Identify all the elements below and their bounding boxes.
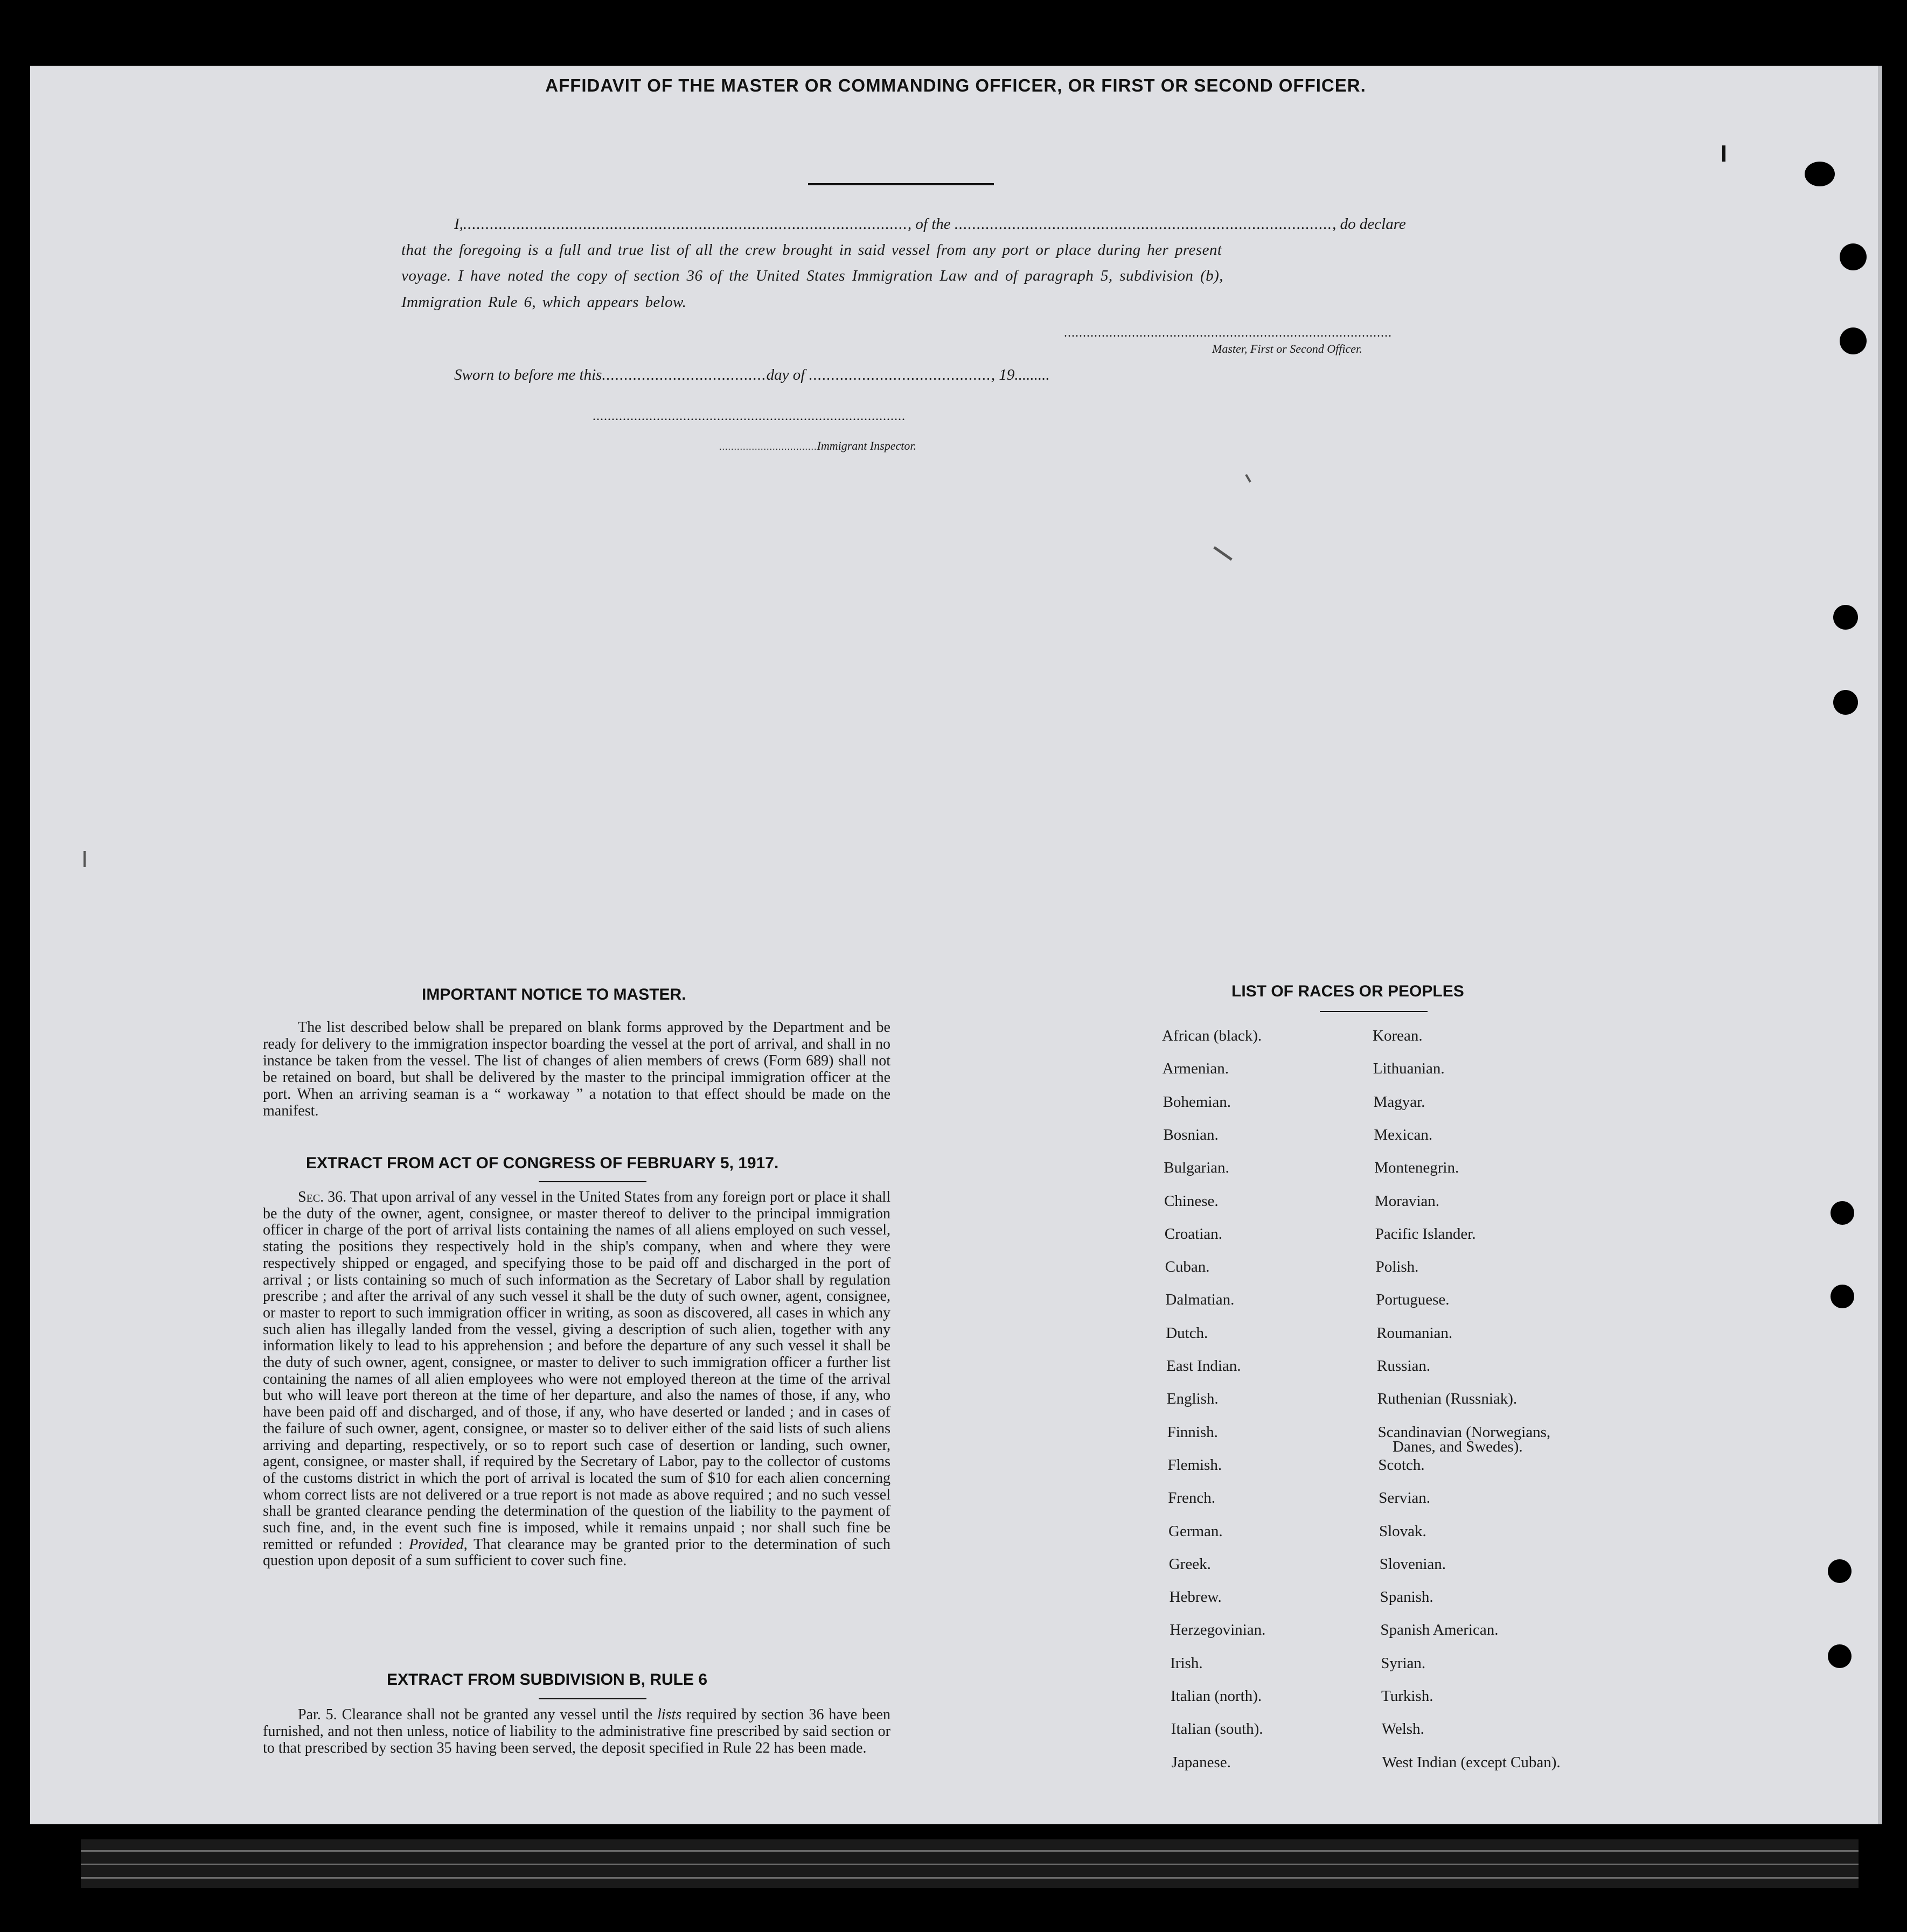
notice-text: The list described below shall be prepared on blank forms approved by the Department and be ready for delivery to the immigration inspector boarding the vessel at the port of arrival, and shall in no instance be taken from the vessel. The list of changes of alien members of crews (Form 689) shall not be retained on board, but shall be delivered by the master to the principal immigration officer at the port. When an arriving seaman is a “ workaway ” a notation to that effect should be made on the manifest.: [263, 1019, 890, 1119]
inspector-label-line: .................................Immigrant Inspector.: [719, 439, 917, 452]
race-item: English.: [1166, 1390, 1219, 1408]
race-item: Portuguese.: [1376, 1291, 1450, 1309]
ink-mark: [1722, 145, 1725, 162]
inspector-signature-line[interactable]: ...................................................................................: [593, 409, 906, 423]
race-item-continuation: Danes, and Swedes).: [1393, 1438, 1523, 1455]
race-item: Scandinavian (Norwegians,: [1377, 1423, 1551, 1441]
race-item: Mexican.: [1374, 1126, 1433, 1143]
race-item: West Indian (except Cuban).: [1382, 1753, 1561, 1771]
race-item: Bosnian.: [1163, 1126, 1219, 1143]
race-item: Moravian.: [1375, 1192, 1439, 1210]
race-item: African (black).: [1162, 1027, 1262, 1044]
race-item: Irish.: [1170, 1654, 1203, 1672]
race-item: Bohemian.: [1163, 1093, 1231, 1111]
affidavit-heading: AFFIDAVIT OF THE MASTER OR COMMANDING OFFICER, OR FIRST OR SECOND OFFICER.: [545, 75, 1366, 95]
punch-hole: [1840, 327, 1867, 354]
sheet-edge: [1878, 66, 1882, 1824]
race-item: Spanish.: [1380, 1588, 1433, 1606]
race-item: Armenian.: [1162, 1060, 1229, 1078]
affidavit-line-3: voyage. I have noted the copy of section 36 of the United States Immigration Law and of paragraph 5, subdivision (b),: [401, 267, 1223, 284]
signature-line[interactable]: .......................................................................................: [1064, 326, 1392, 340]
race-item: Korean.: [1373, 1027, 1423, 1044]
race-item: Flemish.: [1167, 1456, 1222, 1474]
race-item: Servian.: [1379, 1489, 1431, 1507]
act-heading-rule: [539, 1181, 646, 1182]
race-item: Magyar.: [1373, 1093, 1425, 1111]
punch-hole: [1831, 1201, 1854, 1225]
smudge: [83, 851, 86, 867]
film-strip: [81, 1839, 1859, 1888]
race-item: Italian (south).: [1171, 1720, 1263, 1738]
race-item: East Indian.: [1166, 1357, 1241, 1375]
notice-heading: IMPORTANT NOTICE TO MASTER.: [422, 986, 686, 1003]
race-item: Cuban.: [1165, 1258, 1210, 1276]
race-item: Chinese.: [1164, 1192, 1219, 1210]
punch-hole: [1805, 162, 1835, 186]
day-blank[interactable]: .....................................: [602, 366, 767, 383]
affidavit-heading-rule: [808, 183, 994, 185]
act-text: Sec. 36. That upon arrival of any vessel in the United States from any foreign port or place it shall be the duty of the owner, agent, consignee, or master thereof to deliver to the principal immigration officer in charge of the port of arrival lists containing the names of all aliens employed on such vessel, stating the positions they respectively hold in the ship's company, when and where they were respectively shipped or engaged, and specifying those to be paid off and discharged in the port of arrival ; or lists containing so much of such information as the Secretary of Labor shall by regulation prescribe ; and after the arrival of any such vessel it shall be the duty of such owner, agent, consignee, or master to report to such immigration officer in writing, as soon as discovered, all cases in which any such alien has illegally landed from the vessel, giving a description of such alien, together with any information likely to lead to his apprehension ; and before the departure of any such vessel it shall be the duty of such owner, agent, consignee, or master to deliver to such immigration officer a further list containing the names of all alien employees who were not employed thereon at the time of the arrival but who will leave port thereon at the time of her departure, and also the names of those, if any, who have been paid off and discharged, and of those, if any, who have deserted or landed ; and in cases of the failure of such owner, agent, consignee, or master so to deliver either of the said lists of such aliens arriving and departing, respectively, or so to report such case of desertion or landing, such owner, agent, consignee, or master shall, if required by the Secretary of Labor, pay to the collector of customs of the customs district in which the port of arrival is located the sum of $10 for each alien concerning whom correct lists are not delivered or a true report is not made as above required ; and no such vessel shall be granted clearance pending the determination of the question of the liability to the payment of such fine, and, in the event such fine is imposed, while it remains unpaid ; nor shall such fine be remitted or refunded : Provided, That clearance may be granted prior to the determination of such question upon deposit of a sum sufficient to cover such fine.: [263, 1189, 891, 1570]
act-heading: EXTRACT FROM ACT OF CONGRESS OF FEBRUARY 5, 1917.: [306, 1154, 779, 1172]
punch-hole: [1840, 243, 1867, 270]
race-item: Greek.: [1168, 1555, 1211, 1573]
sec-label: Sec. 36.: [298, 1189, 347, 1205]
rule6-heading-rule: [539, 1698, 646, 1699]
race-item: Montenegrin.: [1374, 1159, 1459, 1177]
race-item: Japanese.: [1171, 1753, 1231, 1771]
affidavit-line-2: that the foregoing is a full and true list of all the crew brought in said vessel from any port or place during her present: [401, 241, 1222, 259]
punch-hole: [1828, 1559, 1852, 1583]
punch-hole: [1833, 690, 1858, 715]
punch-hole: [1833, 605, 1858, 630]
race-item: Dutch.: [1166, 1324, 1208, 1342]
races-heading-rule: [1320, 1011, 1428, 1012]
month-blank[interactable]: .........................................: [809, 366, 991, 383]
race-item: Syrian.: [1381, 1654, 1426, 1672]
race-item: German.: [1168, 1522, 1223, 1540]
race-item: Spanish American.: [1380, 1621, 1499, 1639]
race-item: Slovak.: [1379, 1522, 1426, 1540]
vessel-blank[interactable]: .....................................................................................: [954, 215, 1333, 233]
affidavit-line-1: I,...................................................................................................., of the ....................................................................................., do declare: [454, 215, 1406, 233]
sworn-line: Sworn to before me this.....................................day of ........................................., 19.........: [454, 366, 1050, 383]
race-item: Finnish.: [1167, 1423, 1218, 1441]
race-item: Welsh.: [1381, 1720, 1424, 1738]
punch-hole: [1831, 1285, 1854, 1308]
rule6-text: Par. 5. Clearance shall not be granted any vessel until the lists required by section 36 have been furnished, and not then unless, notice of liability to the administrative fine prescribed by said section or to that prescribed by section 35 having been served, the deposit specified in Rule 22 has been made.: [263, 1706, 890, 1756]
signature-label: Master, First or Second Officer.: [1212, 342, 1362, 355]
race-item: Ruthenian (Russniak).: [1377, 1390, 1518, 1408]
punch-hole: [1828, 1644, 1852, 1668]
race-item: Turkish.: [1381, 1687, 1433, 1705]
race-item: French.: [1168, 1489, 1215, 1507]
race-item: Herzegovinian.: [1170, 1621, 1266, 1639]
races-heading: LIST OF RACES OR PEOPLES: [1231, 982, 1464, 1000]
race-item: Italian (north).: [1171, 1687, 1262, 1705]
race-item: Dalmatian.: [1165, 1291, 1235, 1309]
name-blank[interactable]: ....................................................................................................: [463, 215, 908, 233]
rule6-heading: EXTRACT FROM SUBDIVISION B, RULE 6: [387, 1671, 708, 1689]
race-item: Lithuanian.: [1373, 1060, 1445, 1078]
race-item: Pacific Islander.: [1375, 1225, 1476, 1243]
race-item: Polish.: [1375, 1258, 1419, 1276]
race-item: Scotch.: [1378, 1456, 1425, 1474]
race-item: Bulgarian.: [1164, 1159, 1229, 1177]
race-item: Croatian.: [1164, 1225, 1222, 1243]
race-item: Hebrew.: [1169, 1588, 1222, 1606]
race-item: Slovenian.: [1379, 1555, 1446, 1573]
affidavit-line-4: Immigration Rule 6, which appears below.: [401, 294, 687, 311]
race-item: Roumanian.: [1376, 1324, 1453, 1342]
race-item: Russian.: [1377, 1357, 1431, 1375]
